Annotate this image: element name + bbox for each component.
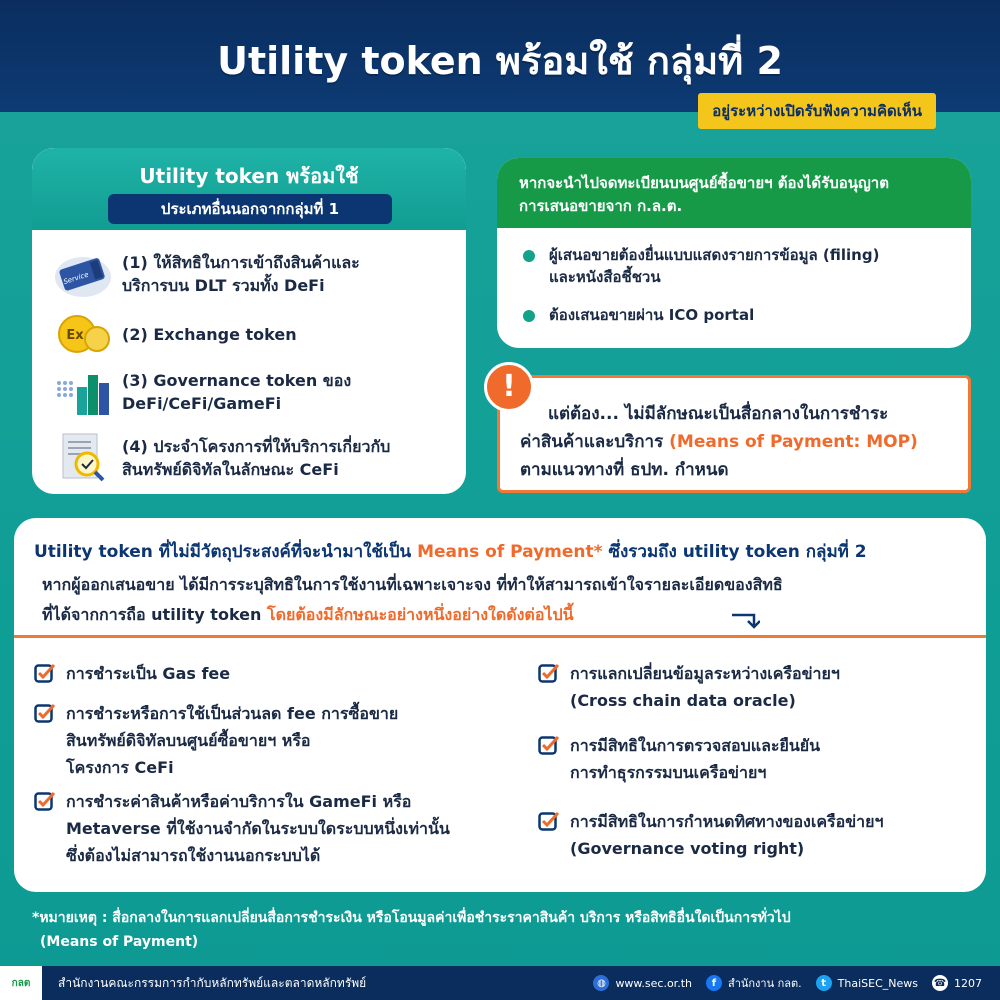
card-title: Utility token พร้อมใช้ xyxy=(139,164,359,188)
list-item xyxy=(34,788,450,869)
bullet-line: ผู้เสนอขายต้องยื่นแบบแสดงรายการข้อมูล (filing) xyxy=(549,246,880,264)
heading-line: การเสนอขายจาก ก.ล.ต. xyxy=(519,197,683,215)
facebook-link[interactable] xyxy=(706,974,802,992)
item-line: (1) ให้สิทธิในการเข้าถึงสินค้าและ xyxy=(122,253,360,272)
phone-icon: ☎ xyxy=(932,975,948,991)
check-line: ซึ่งต้องไม่สามารถใช้งานนอกระบบได้ xyxy=(66,846,321,865)
arrow-down-right-icon xyxy=(730,609,760,629)
twitter-text: ThaiSEC_News xyxy=(837,976,918,990)
list-item xyxy=(538,732,820,786)
title-part: Utility token ที่ไม่มีวัตถุประสงค์ที่จะนำมาใช้เป็น xyxy=(34,542,418,562)
globe-icon: ◍ xyxy=(593,975,609,991)
body-line: หากผู้ออกเสนอขาย ได้มีการระบุสิทธิในการใช้งานที่เฉพาะเจาะจง ที่ทำให้สามารถเข้าใจรายละเอียดของสิทธิ xyxy=(42,575,783,594)
website-link[interactable] xyxy=(593,975,692,991)
warning-line: ตามแนวทางที่ ธปท. กำหนด xyxy=(520,460,729,480)
footnote xyxy=(32,906,982,954)
checkbox-checked-icon xyxy=(538,662,560,684)
footer-org-name: สำนักงานคณะกรรมการกำกับหลักทรัพย์และตลาดหลักทรัพย์ xyxy=(58,975,367,990)
item-line: บริการบน DLT รวมทั้ง DeFi xyxy=(122,276,325,295)
list-item xyxy=(523,244,953,288)
warning-text xyxy=(520,400,960,484)
check-line: สินทรัพย์ดิจิทัลบนศูนย์ซื้อขายฯ หรือ xyxy=(66,731,311,750)
exclamation-icon: ! xyxy=(484,362,534,412)
utility-token-types-card xyxy=(32,148,466,494)
sec-logo: กลต xyxy=(0,966,42,1000)
check-line: (Governance voting right) xyxy=(570,839,805,858)
check-line: การทำธุรกรรมบนเครือข่ายฯ xyxy=(570,763,767,782)
twitter-link[interactable] xyxy=(816,975,918,991)
check-line: Metaverse ที่ใช้งานจำกัดในระบบใดระบบหนึ่งเท่านั้น xyxy=(66,819,450,838)
checkbox-checked-icon xyxy=(34,662,56,684)
document-magnifier-icon xyxy=(50,430,116,486)
item-line: (4) ประจำโครงการที่ให้บริการเกี่ยวกับ xyxy=(122,437,391,456)
bullet-icon xyxy=(523,310,535,322)
list-item xyxy=(538,808,884,862)
facebook-text: สำนักงาน กลต. xyxy=(727,977,802,990)
status-badge: อยู่ระหว่างเปิดรับฟังความคิดเห็น xyxy=(698,93,936,129)
card-header xyxy=(497,158,971,228)
check-line: การแลกเปลี่ยนข้อมูลระหว่างเครือข่ายฯ xyxy=(570,664,840,683)
checkbox-checked-icon xyxy=(34,702,56,724)
heading-line: หากจะนำไปจดทะเบียนบนศูนย์ซื้อขายฯ ต้องได้รับอนุญาต xyxy=(519,174,889,192)
list-item xyxy=(34,700,398,781)
check-line: การชำระค่าสินค้าหรือค่าบริการใน GameFi หรือ xyxy=(66,792,412,811)
checkbox-checked-icon xyxy=(538,810,560,832)
list-item xyxy=(50,246,460,302)
warning-line: ค่าสินค้าและบริการ xyxy=(520,432,670,452)
footer xyxy=(0,966,1000,1000)
service-ticket-icon xyxy=(50,246,116,302)
footnote-line: *หมายเหตุ : สื่อกลางในการแลกเปลี่ยนสื่อการชำระเงิน หรือโอนมูลค่าเพื่อชำระราคาสินค้า บริการ หรือสิทธิอื่นใดเป็นการทั่วไป xyxy=(32,910,791,926)
hotline[interactable] xyxy=(932,975,982,991)
facebook-icon: f xyxy=(706,975,722,991)
criteria-body xyxy=(42,570,972,630)
page-title: Utility token พร้อมใช้ กลุ่มที่ 2 xyxy=(217,39,783,83)
icon-label: Service xyxy=(62,270,90,287)
item-line: (3) Governance token ของ xyxy=(122,371,352,390)
bullet-line: ต้องเสนอขายผ่าน ICO portal xyxy=(549,306,755,324)
check-line: การมีสิทธิในการตรวจสอบและยืนยัน xyxy=(570,736,821,755)
governance-buildings-icon xyxy=(50,364,116,420)
title-part: ซึ่งรวมถึง utility token กลุ่มที่ 2 xyxy=(602,542,867,562)
list-item xyxy=(50,430,460,486)
bullet-line: และหนังสือชี้ชวน xyxy=(549,268,661,286)
checkbox-checked-icon xyxy=(34,790,56,812)
item-line: (2) Exchange token xyxy=(122,324,297,344)
list-item xyxy=(523,304,953,326)
check-line: โครงการ CeFi xyxy=(66,758,174,777)
title-highlight: Means of Payment* xyxy=(417,542,603,562)
item-line: DeFi/CeFi/GameFi xyxy=(122,394,282,413)
check-line: การชำระหรือการใช้เป็นส่วนลด fee การซื้อขาย xyxy=(66,704,399,723)
body-highlight: โดยต้องมีลักษณะอย่างหนึ่งอย่างใดดังต่อไปนี้ xyxy=(266,605,574,624)
list-item xyxy=(34,660,230,687)
check-line: (Cross chain data oracle) xyxy=(570,691,796,710)
criteria-header xyxy=(14,518,986,638)
checkbox-checked-icon xyxy=(538,734,560,756)
list-item xyxy=(50,364,460,420)
bullet-icon xyxy=(523,250,535,262)
registration-requirements-card xyxy=(497,158,971,348)
criteria-title xyxy=(34,538,867,565)
exchange-coins-icon xyxy=(50,306,116,362)
list-item xyxy=(538,660,840,714)
check-line: การมีสิทธิในการกำหนดทิศทางของเครือข่ายฯ xyxy=(570,812,884,831)
body-line: ที่ได้จากการถือ utility token xyxy=(42,605,267,624)
footnote-line: (Means of Payment) xyxy=(40,934,199,950)
item-line: สินทรัพย์ดิจิทัลในลักษณะ CeFi xyxy=(122,460,339,479)
twitter-icon: t xyxy=(816,975,832,991)
check-line: การชำระเป็น Gas fee xyxy=(66,664,231,683)
hotline-text: 1207 xyxy=(954,976,982,990)
list-item xyxy=(50,306,460,362)
website-text: www.sec.or.th xyxy=(615,976,692,990)
criteria-card xyxy=(14,518,986,892)
warning-line: แต่ต้อง... ไม่มีลักษณะเป็นสื่อกลางในการชำระ xyxy=(548,404,889,424)
mop-highlight: (Means of Payment: MOP) xyxy=(669,432,918,452)
card-pill: ประเภทอื่นนอกจากกลุ่มที่ 1 xyxy=(108,194,392,224)
footer-contacts xyxy=(579,966,982,1000)
icon-label: Ex xyxy=(66,328,84,343)
